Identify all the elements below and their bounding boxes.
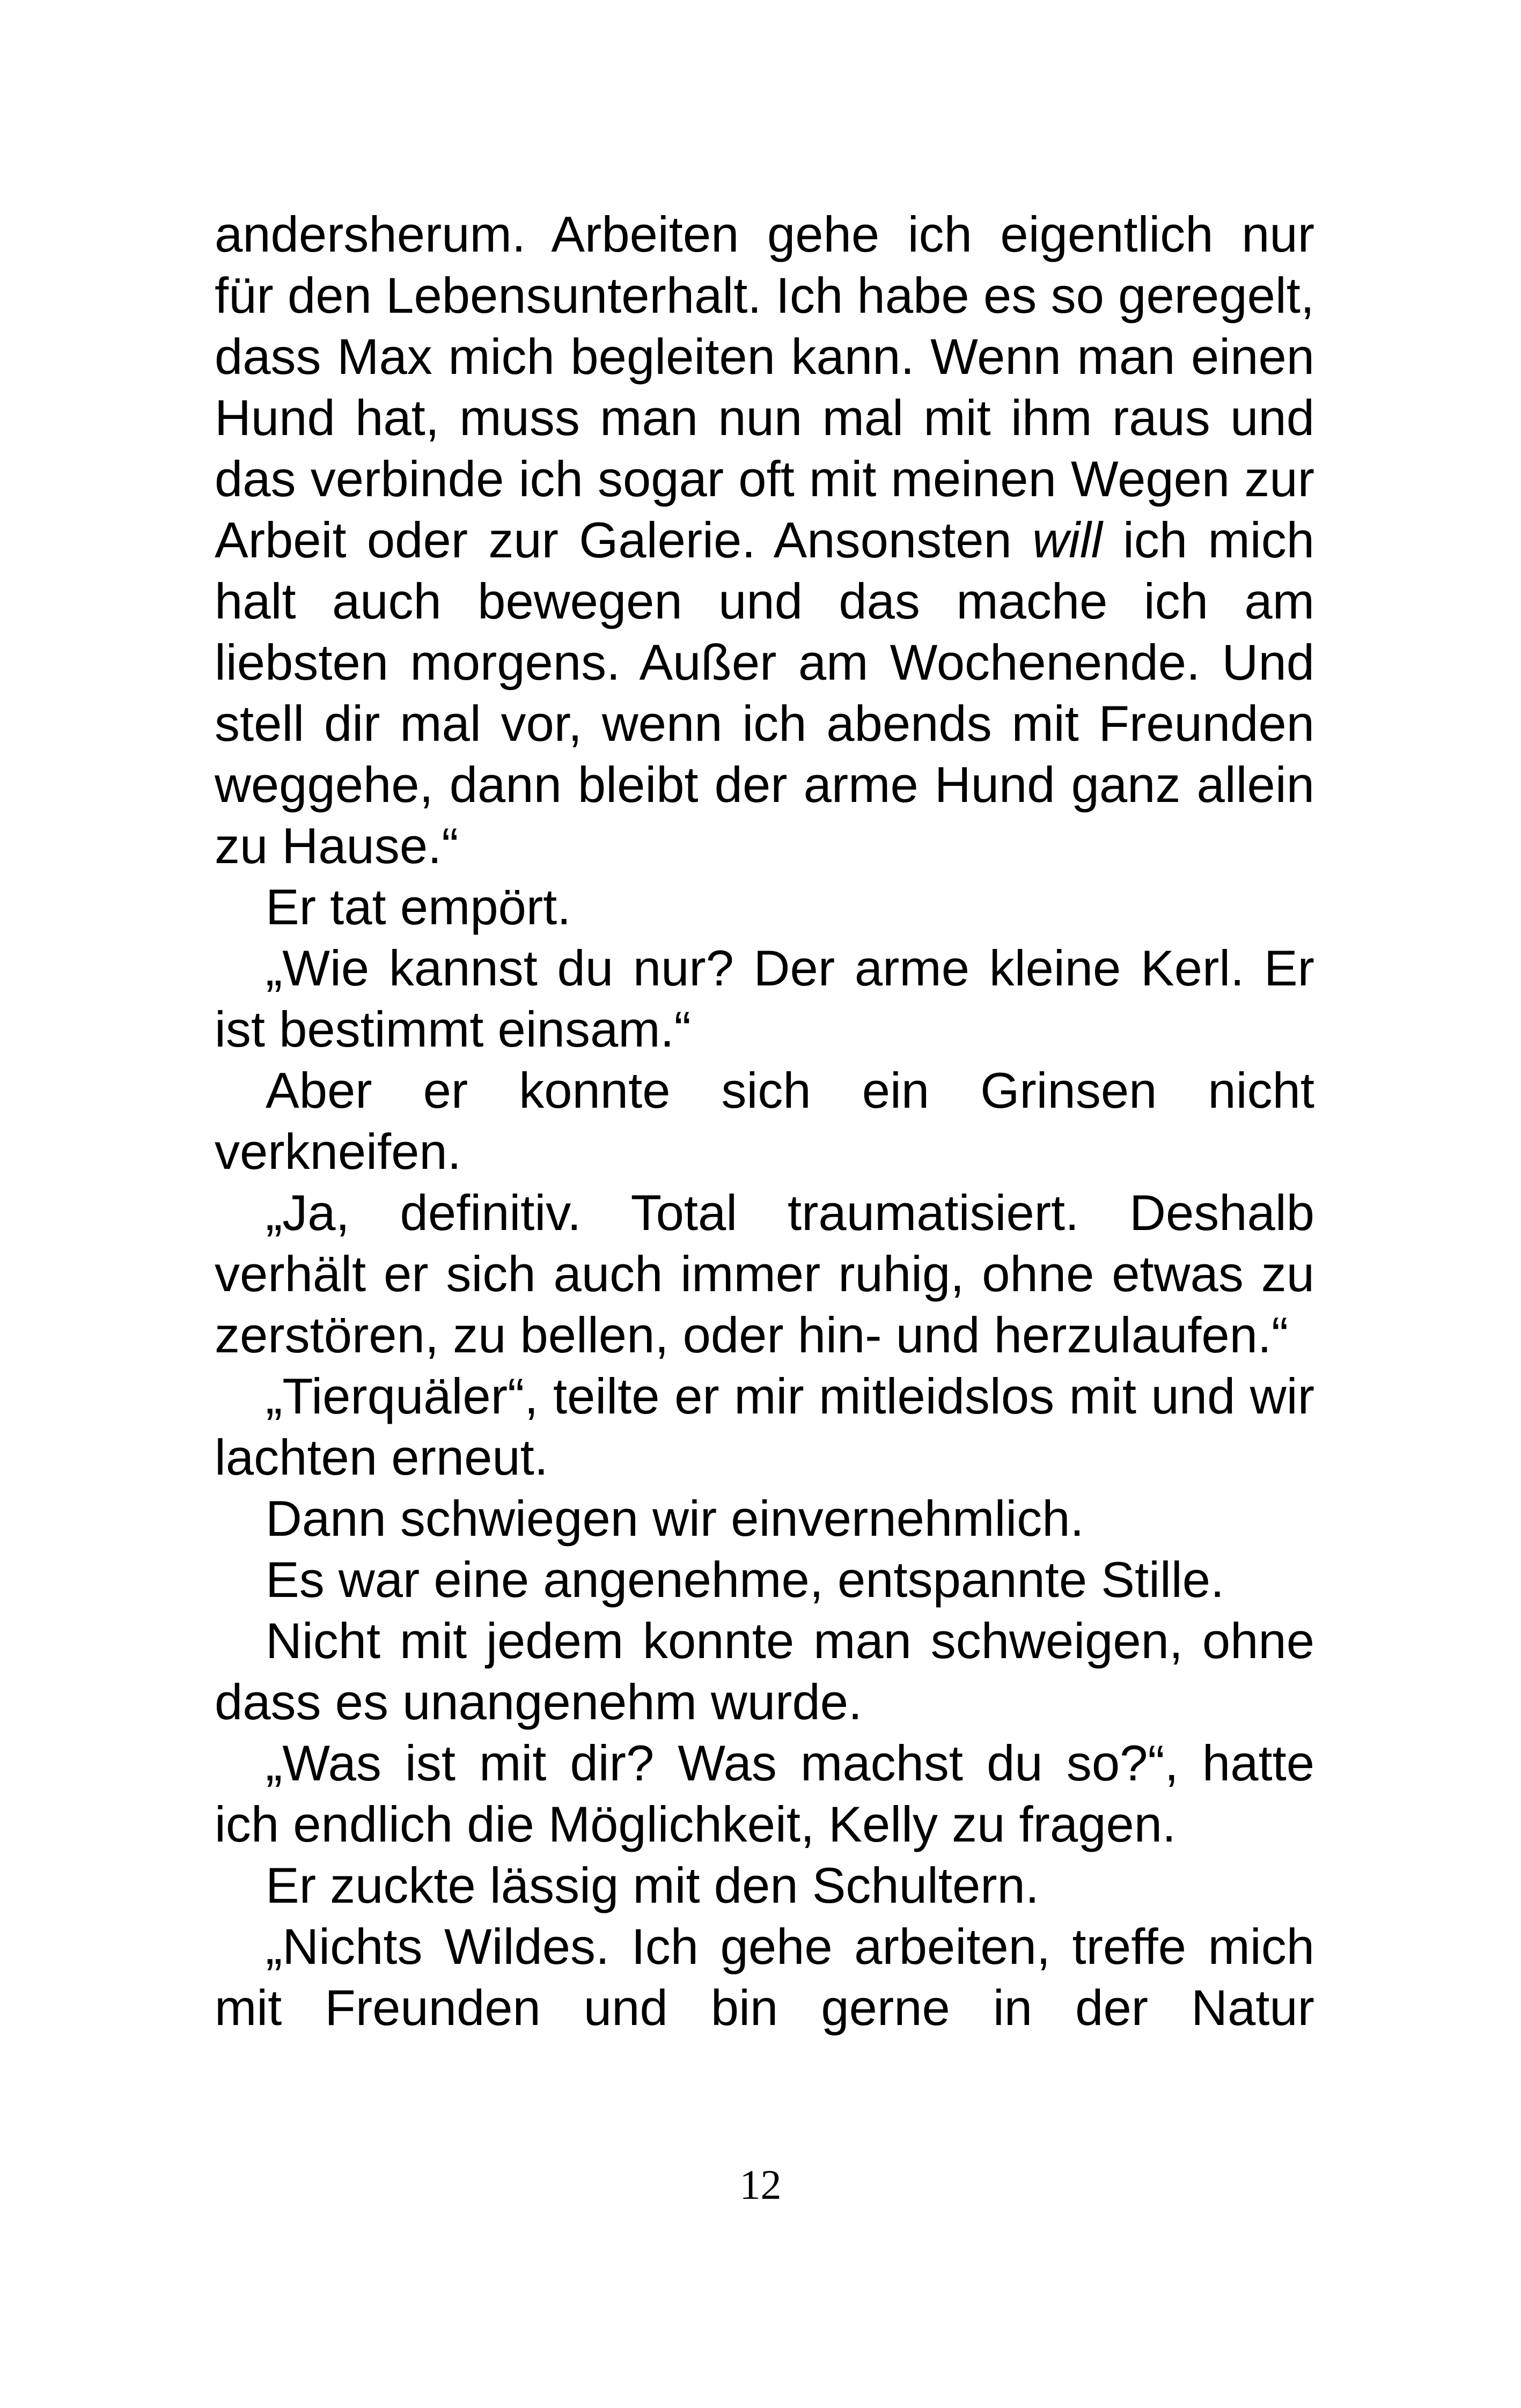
- paragraph: [215, 1182, 1314, 1366]
- paragraph-text: Es war eine angenehme, entspannte Stille.: [266, 1551, 1225, 1608]
- paragraph-text: „Was ist mit dir? Was machst du so?“, hatte ich endlich die Möglichkeit, Kelly zu fragen.: [215, 1735, 1314, 1852]
- paragraph-text: Aber er konnte sich ein Grinsen nicht verkneifen.: [215, 1062, 1314, 1180]
- emphasized-text: will: [1032, 512, 1103, 568]
- paragraph: [215, 1916, 1314, 2038]
- paragraph: [215, 1733, 1314, 1855]
- paragraph-text: Nicht mit jedem konnte man schweigen, ohne dass es unangenehm wurde.: [215, 1612, 1314, 1730]
- paragraph: [215, 1610, 1314, 1733]
- paragraph: [215, 1060, 1314, 1182]
- body-text: [215, 204, 1314, 2038]
- paragraph: [215, 1855, 1314, 1916]
- paragraph-text: ich mich halt auch bewegen und das mache ich am liebsten morgens. Außer am Wochenende. Und stell dir mal vor, wenn ich abends mit Freunden weggehe, dann bleibt der arme Hund ganz allein zu Hause.“: [215, 512, 1314, 874]
- page-number: 12: [739, 2161, 782, 2208]
- paragraph: [215, 204, 1314, 877]
- paragraph-text: „Wie kannst du nur? Der arme kleine Kerl. Er ist bestimmt einsam.“: [215, 940, 1314, 1057]
- paragraph-text: „Nichts Wildes. Ich gehe arbeiten, treffe mich mit Freunden und bin gerne in der Natur: [215, 1918, 1314, 2036]
- paragraph-text: andersherum. Arbeiten gehe ich eigentlich nur für den Lebensunterhalt. Ich habe es so geregelt, dass Max mich begleiten kann. Wenn man einen Hund hat, muss man nun mal mit ihm raus und das verbinde ich sogar oft mit meinen Wegen zur Arbeit oder zur Galerie. Ansonsten: [215, 206, 1314, 568]
- paragraph: [215, 1366, 1314, 1488]
- paragraph-text: „Tierquäler“, teilte er mir mitleidslos mit und wir lachten erneut.: [215, 1368, 1314, 1485]
- paragraph-text: Er tat empört.: [266, 879, 571, 935]
- paragraph: [215, 1549, 1314, 1610]
- paragraph: [215, 877, 1314, 938]
- paragraph-text: „Ja, definitiv. Total traumatisiert. Deshalb verhält er sich auch immer ruhig, ohne etwas zu zerstören, zu bellen, oder hin- und herzulaufen.“: [215, 1184, 1314, 1363]
- paragraph-text: Er zuckte lässig mit den Schultern.: [266, 1857, 1039, 1913]
- paragraph-text: Dann schwiegen wir einvernehmlich.: [266, 1490, 1084, 1547]
- paragraph: [215, 938, 1314, 1060]
- paragraph: [215, 1488, 1314, 1549]
